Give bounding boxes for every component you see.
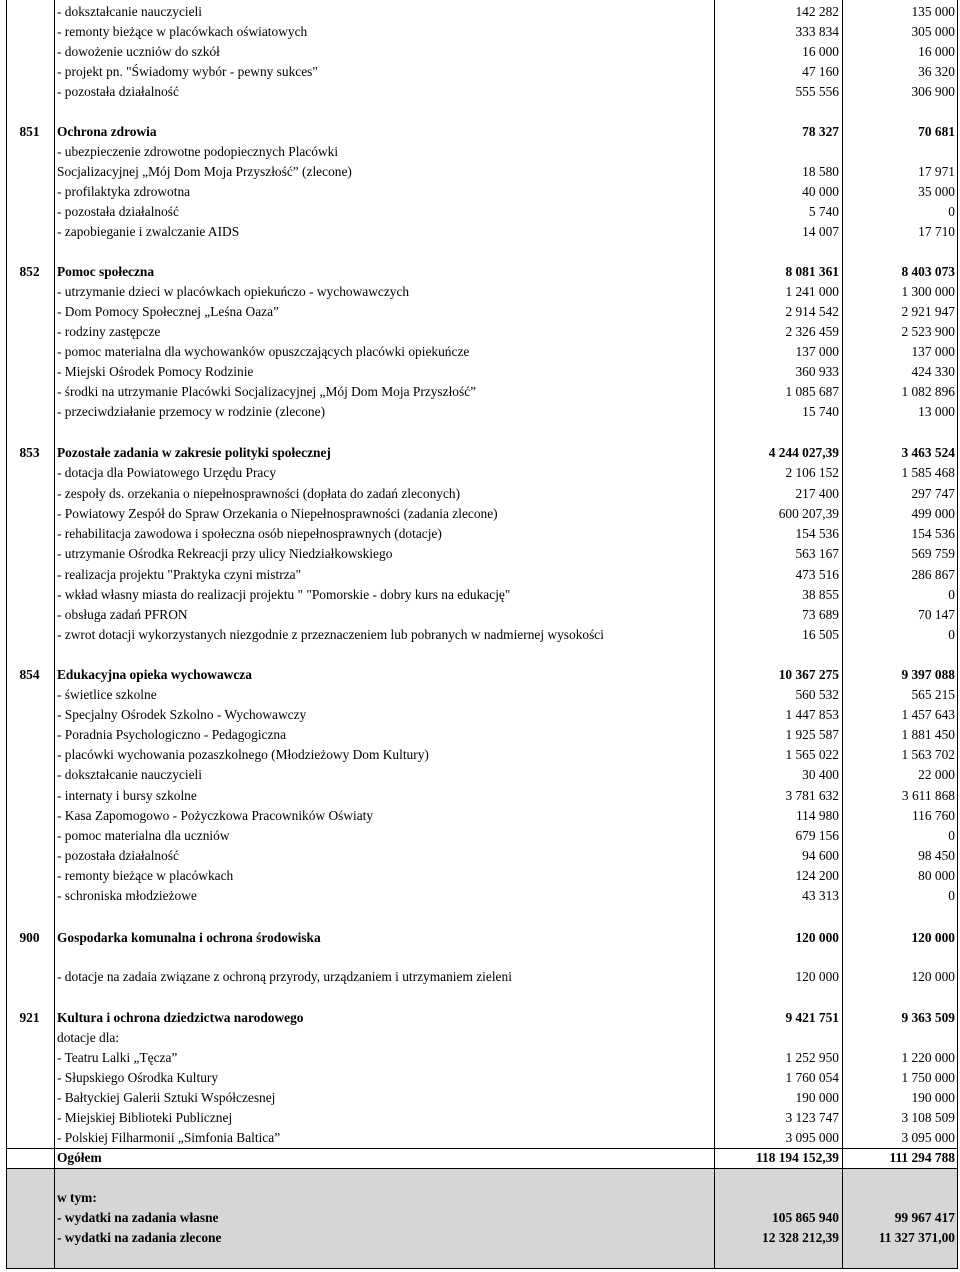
cell-v1: 1 085 687 <box>785 384 839 399</box>
cell-v2: 306 900 <box>911 84 955 99</box>
cell-v1: 12 328 212,39 <box>762 1230 839 1245</box>
table-row <box>6 22 958 42</box>
cell-v2: 569 759 <box>911 546 955 561</box>
cell-v2: 135 000 <box>911 4 955 19</box>
cell-desc: Socjalizacyjnej „Mój Dom Moja Przyszłość” (zlecone) <box>57 164 352 179</box>
cell-code: 921 <box>19 1010 40 1025</box>
cell-code <box>6 786 53 806</box>
cell-desc: Ogółem <box>57 1150 102 1165</box>
cell-desc: - utrzymanie Ośrodka Rekreacji przy ulicy Niedziałkowskiego <box>57 546 393 561</box>
cell-code <box>6 1048 53 1068</box>
cell-desc: Ochrona zdrowia <box>57 124 157 139</box>
cell-desc: Kultura i ochrona dziedzictwa narodowego <box>57 1010 304 1025</box>
cell-v1: 154 536 <box>795 526 839 541</box>
cell-desc: - pomoc materialna dla wychowanków opuszczających placówki opiekuńcze <box>57 344 470 359</box>
cell-v2: 9 397 088 <box>901 667 955 682</box>
cell-v2: 1 300 000 <box>901 284 955 299</box>
cell-v1: 16 505 <box>802 627 839 642</box>
cell-v2: 1 220 000 <box>901 1050 955 1065</box>
table-row <box>6 1188 958 1208</box>
cell-code <box>6 182 53 202</box>
cell-code <box>6 1088 53 1108</box>
cell-desc: Pomoc społeczna <box>57 264 155 279</box>
cell-v1: 1 565 022 <box>785 747 839 762</box>
cell-code <box>6 382 53 402</box>
cell-desc: - wydatki na zadania własne <box>57 1210 219 1225</box>
cell-v1: 3 123 747 <box>785 1110 839 1125</box>
cell-desc: - Teatru Lalki „Tęcza” <box>57 1050 178 1065</box>
cell-v2: 120 000 <box>911 930 955 945</box>
cell-v1: 679 156 <box>795 828 839 843</box>
cell-v2: 2 921 947 <box>901 304 955 319</box>
cell-v2: 70 681 <box>918 124 955 139</box>
cell-v2: 70 147 <box>918 607 955 622</box>
cell-code <box>6 202 53 222</box>
cell-code <box>6 463 53 483</box>
cell-v1 <box>714 1028 842 1048</box>
cell-code <box>6 705 53 725</box>
cell-code <box>6 544 53 564</box>
cell-code <box>6 605 53 625</box>
cell-v2: 424 330 <box>911 364 955 379</box>
cell-v2: 9 363 509 <box>901 1010 955 1025</box>
cell-desc: - internaty i bursy szkolne <box>57 788 197 803</box>
cell-v2 <box>842 142 958 162</box>
cell-code <box>6 685 53 705</box>
cell-v2: 190 000 <box>911 1090 955 1105</box>
cell-v2: 137 000 <box>911 344 955 359</box>
cell-v2: 3 611 868 <box>901 788 955 803</box>
cell-v1 <box>714 142 842 162</box>
table-row <box>6 605 958 625</box>
cell-desc: - realizacja projektu "Praktyka czyni mistrza" <box>57 567 302 582</box>
cell-v1: 2 914 542 <box>785 304 839 319</box>
section-row <box>6 928 958 948</box>
cell-desc: - zapobieganie i zwalczanie AIDS <box>57 224 240 239</box>
cell-v1: 40 000 <box>802 184 839 199</box>
cell-v1: 1 925 587 <box>785 727 839 742</box>
cell-v1: 105 865 940 <box>772 1210 839 1225</box>
cell-desc: - świetlice szkolne <box>57 687 157 702</box>
table-row <box>6 524 958 544</box>
cell-code <box>6 806 53 826</box>
cell-desc: - Powiatowy Zespół do Spraw Orzekania o Niepełnosprawności (zadania zlecone) <box>57 506 498 521</box>
cell-code <box>6 967 53 987</box>
cell-desc: - rehabilitacja zawodowa i społeczna osób niepełnosprawnych (dotacje) <box>57 526 442 541</box>
cell-v1: 563 167 <box>795 546 839 561</box>
cell-code: 900 <box>19 930 40 945</box>
cell-v1: 142 282 <box>795 4 839 19</box>
table-row <box>6 463 958 483</box>
table-row <box>6 484 958 504</box>
table-row <box>6 1148 958 1168</box>
cell-code <box>6 725 53 745</box>
cell-desc: - rodziny zastępcze <box>57 324 161 339</box>
cell-code <box>6 765 53 785</box>
cell-v1: 114 980 <box>795 808 839 823</box>
cell-v2: 3 463 524 <box>901 445 955 460</box>
cell-v2: 13 000 <box>918 404 955 419</box>
cell-v2: 1 563 702 <box>901 747 955 762</box>
cell-v1: 137 000 <box>795 344 839 359</box>
cell-v1: 2 326 459 <box>785 324 839 339</box>
cell-desc: - placówki wychowania pozaszkolnego (Młodzieżowy Dom Kultury) <box>57 747 429 762</box>
cell-desc: - pozostała działalność <box>57 84 179 99</box>
cell-v1: 217 400 <box>795 486 839 501</box>
cell-v2 <box>842 1028 958 1048</box>
cell-code: 852 <box>19 264 40 279</box>
cell-code <box>6 42 53 62</box>
table-row <box>6 1088 958 1108</box>
cell-code <box>6 222 53 242</box>
table-row <box>6 625 958 645</box>
cell-desc: - wydatki na zadania zlecone <box>57 1230 222 1245</box>
table-row <box>6 544 958 564</box>
cell-desc: - ubezpieczenie zdrowotne podopiecznych Placówki <box>57 144 339 159</box>
cell-code <box>6 342 53 362</box>
cell-desc: - dokształcanie nauczycieli <box>57 767 202 782</box>
table-row <box>6 62 958 82</box>
cell-v1: 15 740 <box>802 404 839 419</box>
cell-v2: 565 215 <box>911 687 955 702</box>
cell-v1: 600 207,39 <box>778 506 839 521</box>
cell-code <box>6 886 53 906</box>
cell-v1: 73 689 <box>802 607 839 622</box>
cell-code <box>6 524 53 544</box>
cell-v2: 3 108 509 <box>901 1110 955 1125</box>
cell-desc: - zwrot dotacji wykorzystanych niezgodnie z przeznaczeniem lub pobranych w nadmiernej wysokości <box>57 627 604 642</box>
cell-code <box>6 2 53 22</box>
table-row <box>6 382 958 402</box>
cell-v1: 10 367 275 <box>778 667 839 682</box>
cell-desc: - pomoc materialna dla uczniów <box>57 828 230 843</box>
cell-v2: 2 523 900 <box>901 324 955 339</box>
cell-desc: dotacje dla: <box>57 1030 120 1045</box>
cell-desc: - projekt pn. "Świadomy wybór - pewny sukces" <box>57 64 318 79</box>
cell-code <box>6 866 53 886</box>
cell-v2: 297 747 <box>911 486 955 501</box>
table-row <box>6 1208 958 1228</box>
table-row <box>6 765 958 785</box>
cell-desc: - dokształcanie nauczycieli <box>57 4 202 19</box>
table-row <box>6 402 958 422</box>
table-row <box>6 886 958 906</box>
cell-desc: - Kasa Zapomogowo - Pożyczkowa Pracowników Oświaty <box>57 808 374 823</box>
cell-code <box>6 282 53 302</box>
cell-v1: 120 000 <box>795 930 839 945</box>
cell-v2: 1 585 468 <box>901 465 955 480</box>
cell-v2: 0 <box>948 828 955 843</box>
table-row <box>6 786 958 806</box>
table-row <box>6 725 958 745</box>
cell-code <box>6 745 53 765</box>
cell-desc: - dotacje na zadaia związane z ochroną przyrody, urządzaniem i utrzymaniem zieleni <box>57 969 512 984</box>
cell-code <box>6 1228 53 1248</box>
cell-code <box>6 362 53 382</box>
cell-v2: 1 457 643 <box>901 707 955 722</box>
table-row <box>6 866 958 886</box>
cell-desc: - Polskiej Filharmonii „Simfonia Baltica” <box>57 1130 281 1145</box>
cell-v2: 35 000 <box>918 184 955 199</box>
table-row <box>6 1108 958 1128</box>
cell-code <box>6 142 53 162</box>
cell-v2: 1 881 450 <box>901 727 955 742</box>
cell-v1: 124 200 <box>795 868 839 883</box>
cell-code <box>6 82 53 102</box>
cell-desc: - wkład własny miasta do realizacji projektu " "Pomorskie - dobry kurs na edukację" <box>57 587 511 602</box>
cell-code: 851 <box>19 124 40 139</box>
cell-v2: 116 760 <box>911 808 955 823</box>
cell-v1: 18 580 <box>802 164 839 179</box>
cell-desc: w tym: <box>57 1190 97 1205</box>
cell-desc: - przeciwdziałanie przemocy w rodzinie (zlecone) <box>57 404 326 419</box>
table-row <box>6 1028 958 1048</box>
cell-desc: - dotacja dla Powiatowego Urzędu Pracy <box>57 465 277 480</box>
cell-v2: 80 000 <box>918 868 955 883</box>
cell-desc: - obsługa zadań PFRON <box>57 607 188 622</box>
cell-desc: - Specjalny Ośrodek Szkolno - Wychowawczy <box>57 707 307 722</box>
cell-desc: - Poradnia Psychologiczno - Pedagogiczna <box>57 727 287 742</box>
cell-code <box>6 625 53 645</box>
cell-code <box>6 1108 53 1128</box>
cell-desc: Edukacyjna opieka wychowawcza <box>57 667 252 682</box>
cell-v2: 0 <box>948 888 955 903</box>
cell-v1: 9 421 751 <box>785 1010 839 1025</box>
cell-desc: - dowożenie uczniów do szkół <box>57 44 220 59</box>
table-row <box>6 82 958 102</box>
cell-code <box>6 22 53 42</box>
cell-v2: 305 000 <box>911 24 955 39</box>
cell-v2: 286 867 <box>911 567 955 582</box>
cell-v1: 47 160 <box>802 64 839 79</box>
cell-v2: 1 082 896 <box>901 384 955 399</box>
cell-v2: 17 971 <box>918 164 955 179</box>
cell-v2: 499 000 <box>911 506 955 521</box>
cell-v1: 38 855 <box>802 587 839 602</box>
cell-code <box>6 62 53 82</box>
cell-v2: 1 750 000 <box>901 1070 955 1085</box>
cell-v2: 16 000 <box>918 44 955 59</box>
table-row <box>6 342 958 362</box>
cell-desc: - remonty bieżące w placówkach oświatowych <box>57 24 308 39</box>
cell-v2: 36 320 <box>918 64 955 79</box>
cell-v1 <box>714 1188 842 1208</box>
cell-v2: 8 403 073 <box>901 264 955 279</box>
total-row-bottom-border <box>6 1168 958 1169</box>
cell-v1: 360 933 <box>795 364 839 379</box>
cell-v2: 3 095 000 <box>901 1130 955 1145</box>
cell-v2: 154 536 <box>911 526 955 541</box>
cell-desc: Pozostałe zadania w zakresie polityki społecznej <box>57 445 331 460</box>
table-bottom-border <box>6 1268 958 1269</box>
section-row <box>6 122 958 142</box>
cell-desc: - schroniska młodzieżowe <box>57 888 197 903</box>
cell-v1: 555 556 <box>795 84 839 99</box>
cell-v1: 43 313 <box>802 888 839 903</box>
cell-v1: 5 740 <box>808 204 839 219</box>
cell-v1: 1 252 950 <box>785 1050 839 1065</box>
cell-code: 853 <box>19 445 40 460</box>
cell-code <box>6 1208 53 1228</box>
cell-v1: 120 000 <box>795 969 839 984</box>
cell-v2: 0 <box>948 627 955 642</box>
cell-v1: 1 760 054 <box>785 1070 839 1085</box>
table-row <box>6 1128 958 1148</box>
table-row <box>6 685 958 705</box>
table-row <box>6 1228 958 1248</box>
cell-desc: - utrzymanie dzieci w placówkach opiekuńczo - wychowawczych <box>57 284 410 299</box>
cell-desc: - Miejskiej Biblioteki Publicznej <box>57 1110 233 1125</box>
table-row <box>6 42 958 62</box>
cell-v2: 120 000 <box>911 969 955 984</box>
cell-v1: 14 007 <box>802 224 839 239</box>
cell-desc: - Miejski Ośrodek Pomocy Rodzinie <box>57 364 254 379</box>
table-row <box>6 322 958 342</box>
cell-v2: 99 967 417 <box>894 1210 955 1225</box>
table-row <box>6 142 958 162</box>
cell-code <box>6 1128 53 1148</box>
cell-v1: 30 400 <box>802 767 839 782</box>
cell-v2: 22 000 <box>918 767 955 782</box>
table-row <box>6 745 958 765</box>
cell-code <box>6 1188 53 1208</box>
cell-desc: - Dom Pomocy Społecznej „Leśna Oaza” <box>57 304 279 319</box>
cell-code <box>6 484 53 504</box>
cell-code: 854 <box>19 667 40 682</box>
cell-code <box>6 504 53 524</box>
table-row <box>6 2 958 22</box>
cell-desc: - pozostała działalność <box>57 848 179 863</box>
table-row <box>6 967 958 987</box>
table-row <box>6 806 958 826</box>
cell-v1: 190 000 <box>795 1090 839 1105</box>
cell-desc: - środki na utrzymanie Placówki Socjalizacyjnej „Mój Dom Moja Przyszłość” <box>57 384 477 399</box>
cell-desc: - profilaktyka zdrowotna <box>57 184 191 199</box>
table-row <box>6 302 958 322</box>
cell-v1: 78 327 <box>802 124 839 139</box>
section-row <box>6 1008 958 1028</box>
cell-code <box>6 1068 53 1088</box>
cell-code <box>6 1028 53 1048</box>
cell-v2: 111 294 788 <box>889 1150 955 1165</box>
cell-v2: 0 <box>948 204 955 219</box>
section-row <box>6 443 958 463</box>
table-row <box>6 222 958 242</box>
cell-v1: 560 532 <box>795 687 839 702</box>
table-row <box>6 705 958 725</box>
cell-code <box>6 1148 53 1168</box>
cell-code <box>6 322 53 342</box>
cell-v1: 3 781 632 <box>785 788 839 803</box>
cell-desc: - Bałtyckiej Galerii Sztuki Współczesnej <box>57 1090 276 1105</box>
cell-desc: - pozostała działalność <box>57 204 179 219</box>
cell-v2: 98 450 <box>918 848 955 863</box>
cell-v1: 2 106 152 <box>785 465 839 480</box>
cell-desc: - zespoły ds. orzekania o niepełnosprawności (dopłata do zadań zleconych) <box>57 486 461 501</box>
section-row <box>6 665 958 685</box>
table-row <box>6 162 958 182</box>
cell-code <box>6 826 53 846</box>
table-row <box>6 846 958 866</box>
cell-v2: 17 710 <box>918 224 955 239</box>
table-row <box>6 1068 958 1088</box>
cell-code <box>6 162 53 182</box>
table-row <box>6 202 958 222</box>
cell-desc: - remonty bieżące w placówkach <box>57 868 234 883</box>
cell-v1: 8 081 361 <box>785 264 839 279</box>
cell-v1: 3 095 000 <box>785 1130 839 1145</box>
cell-code <box>6 402 53 422</box>
table-row <box>6 182 958 202</box>
cell-v2 <box>842 1188 958 1208</box>
cell-v1: 1 447 853 <box>785 707 839 722</box>
cell-v1: 1 241 000 <box>785 284 839 299</box>
section-row <box>6 262 958 282</box>
cell-code <box>6 565 53 585</box>
cell-desc: - Słupskiego Ośrodka Kultury <box>57 1070 219 1085</box>
cell-v1: 473 516 <box>795 567 839 582</box>
cell-v1: 333 834 <box>795 24 839 39</box>
cell-v2: 11 327 371,00 <box>878 1230 955 1245</box>
cell-v1: 4 244 027,39 <box>768 445 839 460</box>
cell-v1: 94 600 <box>802 848 839 863</box>
table-row <box>6 504 958 524</box>
cell-v1: 118 194 152,39 <box>756 1150 839 1165</box>
cell-v1: 16 000 <box>802 44 839 59</box>
cell-code <box>6 585 53 605</box>
table-row <box>6 1048 958 1068</box>
table-row <box>6 585 958 605</box>
table-row <box>6 282 958 302</box>
table-row <box>6 362 958 382</box>
cell-code <box>6 846 53 866</box>
table-row <box>6 565 958 585</box>
table-row <box>6 826 958 846</box>
cell-desc: Gospodarka komunalna i ochrona środowiska <box>57 930 321 945</box>
cell-code <box>6 302 53 322</box>
cell-v2: 0 <box>948 587 955 602</box>
